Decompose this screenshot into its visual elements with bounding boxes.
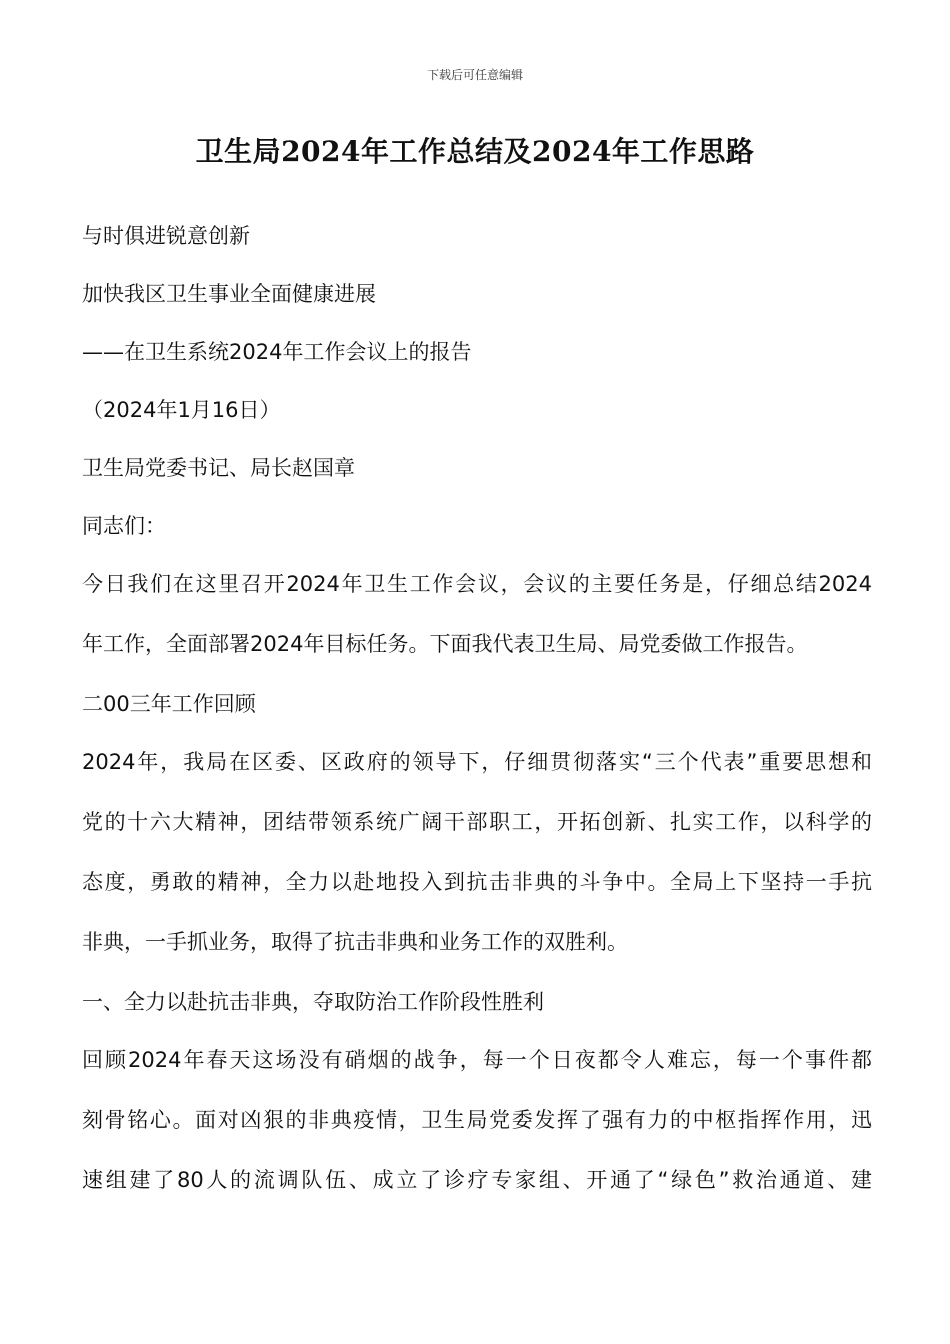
subtitle-line: 与时俱进锐意创新 bbox=[82, 224, 250, 248]
paragraph-line: 非典，一手抓业务，取得了抗击非典和业务工作的双胜利。 bbox=[82, 930, 628, 954]
report-date: （2024年1月16日） bbox=[82, 398, 281, 422]
section-heading: 二00三年工作回顾 bbox=[82, 692, 256, 716]
salutation: 同志们： bbox=[82, 514, 166, 538]
section-heading: 一、全力以赴抗击非典，夺取防治工作阶段性胜利 bbox=[82, 990, 544, 1014]
paragraph-line: 回顾2024年春天这场没有硝烟的战争，每一个日夜都令人难忘，每一个事件都 bbox=[82, 1048, 872, 1072]
paragraph-line: 2024年，我局在区委、区政府的领导下，仔细贯彻落实“三个代表”重要思想和 bbox=[82, 750, 872, 774]
subtitle-line: 加快我区卫生事业全面健康进展 bbox=[82, 282, 376, 306]
paragraph-line: 今日我们在这里召开2024年卫生工作会议，会议的主要任务是，仔细总结2024 bbox=[82, 572, 872, 596]
header-note: 下载后可任意编辑 bbox=[426, 68, 523, 82]
paragraph-line: 速组建了80人的流调队伍、成立了诊疗专家组、开通了“绿色”救治通道、建 bbox=[82, 1168, 872, 1192]
report-author: 卫生局党委书记、局长赵国章 bbox=[82, 456, 355, 480]
report-occasion: ——在卫生系统2024年工作会议上的报告 bbox=[82, 340, 472, 364]
paragraph-line: 态度，勇敢的精神，全力以赴地投入到抗击非典的斗争中。全局上下坚持一手抗 bbox=[82, 870, 872, 894]
document-body bbox=[82, 218, 872, 1222]
document-title: 卫生局2024年工作总结及2024年工作思路 bbox=[195, 135, 755, 168]
paragraph-line: 刻骨铭心。面对凶狠的非典疫情，卫生局党委发挥了强有力的中枢指挥作用，迅 bbox=[82, 1108, 872, 1132]
paragraph-line: 年工作，全面部署2024年目标任务。下面我代表卫生局、局党委做工作报告。 bbox=[82, 632, 808, 656]
paragraph-line: 党的十六大精神，团结带领系统广阔干部职工，开拓创新、扎实工作，以科学的 bbox=[82, 810, 872, 834]
